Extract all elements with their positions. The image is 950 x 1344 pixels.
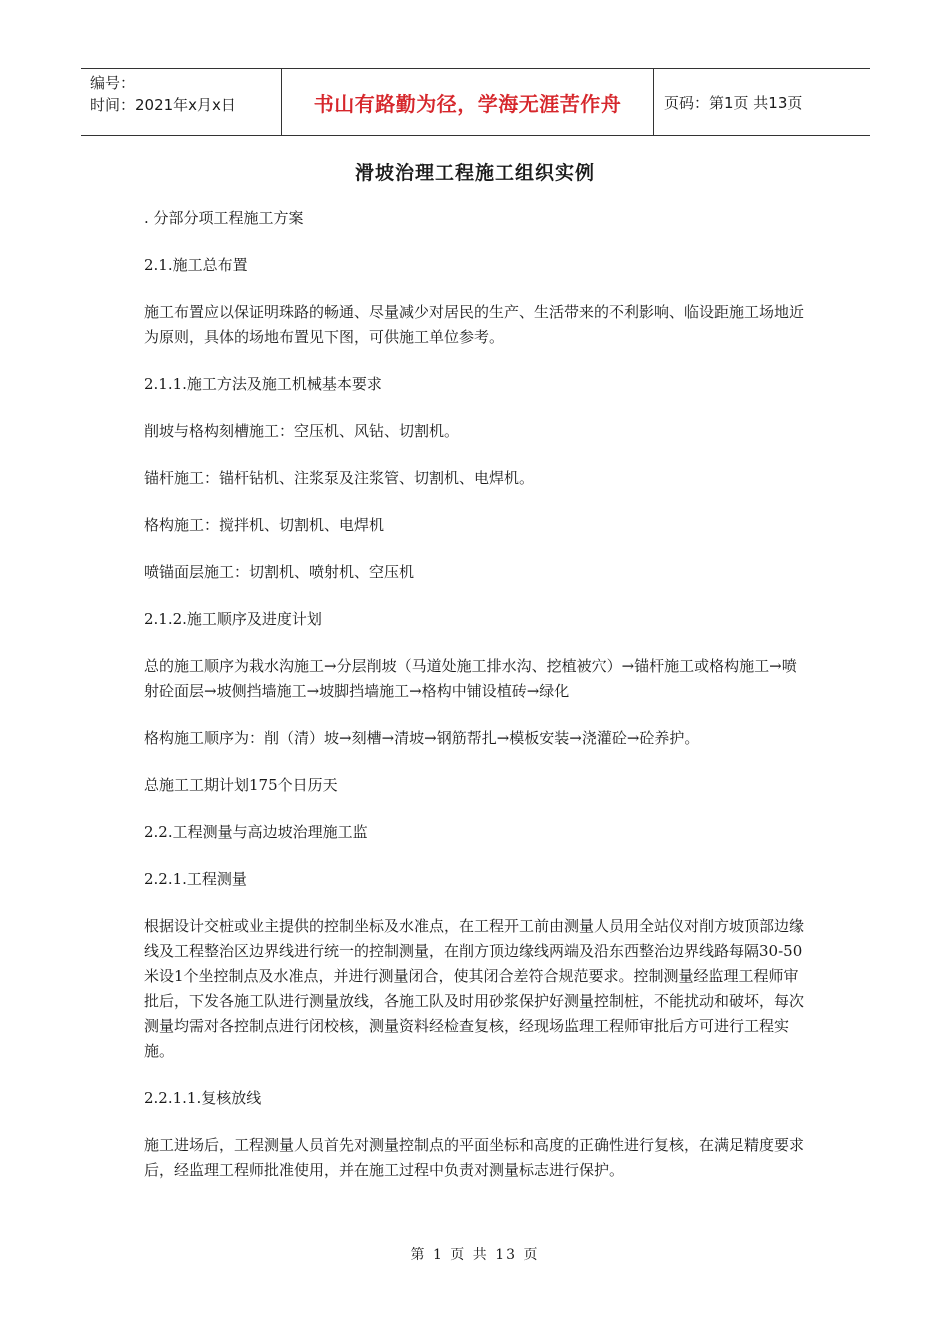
document-title: 滑坡治理工程施工组织实例 bbox=[354, 162, 595, 184]
paragraph: 锚杆施工：锚杆钻机、注浆泵及注浆管、切割机、电焊机。 bbox=[144, 469, 535, 487]
paragraph: 根据设计交桩或业主提供的控制坐标及水准点，在工程开工前由测量人员用全站仪对削方坡顶部边缘线及工程整治区边界线进行统一的控制测量，在削方顶边缘线两端及沿东西整治边界线路每隔30-50米设1个坐控制点及水准点，并进行测量闭合，使其闭合差符合规范要求。控制测量经监理工程师审批后，下发各施工队进行测量放线，各施工队及时用砂浆保护好测量控制桩，不能扰动和破坏，每次测量均需对各控制点进行闭校核，测量资料经检查复核，经现场监理工程师审批后方可进行工程实施。 bbox=[144, 917, 805, 1060]
paragraph: 2.1.2.施工顺序及进度计划 bbox=[144, 610, 322, 628]
header-meta bbox=[81, 69, 281, 135]
page-header bbox=[81, 68, 870, 136]
paragraph: 施工进场后，工程测量人员首先对测量控制点的平面坐标和高度的正确性进行复核，在满足精度要求后，经监理工程师批准使用，并在施工过程中负责对测量标志进行保护。 bbox=[144, 1136, 805, 1179]
paragraph: 2.1.1.施工方法及施工机械基本要求 bbox=[144, 375, 382, 393]
paragraph: 施工布置应以保证明珠路的畅通、尽量减少对居民的生产、生活带来的不利影响、临设距施工场地近为原则，具体的场地布置见下图，可供施工单位参考。 bbox=[144, 303, 805, 346]
document-body bbox=[144, 206, 804, 1205]
paragraph: 2.1.施工总布置 bbox=[144, 256, 248, 274]
paragraph: 削坡与格构刻槽施工：空压机、风钻、切割机。 bbox=[144, 422, 460, 440]
document-date: 时间：2021年x月x日 bbox=[90, 96, 236, 114]
paragraph: 喷锚面层施工：切割机、喷射机、空压机 bbox=[144, 563, 415, 581]
paragraph: 2.2.工程测量与高边坡治理施工监 bbox=[144, 823, 368, 841]
paragraph: 总施工工期计划175个日历天 bbox=[144, 776, 338, 794]
header-motto bbox=[281, 69, 654, 135]
page-number-label: 页码：第1页 共13页 bbox=[664, 93, 803, 112]
paragraph: 格构施工顺序为：削（清）坡→刻槽→清坡→钢筋帮扎→模板安装→浇灌砼→砼养护。 bbox=[144, 729, 700, 747]
page-footer: 第 1 页 共 13 页 bbox=[410, 1247, 540, 1263]
paragraph: 格构施工：搅拌机、切割机、电焊机 bbox=[144, 516, 385, 534]
paragraph: 2.2.1.工程测量 bbox=[144, 870, 247, 888]
document-number-label: 编号： bbox=[90, 74, 136, 92]
paragraph: 2.2.1.1.复核放线 bbox=[144, 1089, 262, 1107]
paragraph: 总的施工顺序为栽水沟施工→分层削坡（马道处施工排水沟、挖植被穴）→锚杆施工或格构施工→喷射砼面层→坡侧挡墙施工→坡脚挡墙施工→格构中铺设植砖→绿化 bbox=[144, 657, 797, 700]
paragraph: . 分部分项工程施工方案 bbox=[144, 209, 304, 227]
motto-text: 书山有路勤为径，学海无涯苦作舟 bbox=[313, 91, 622, 116]
header-page-info bbox=[654, 69, 870, 135]
